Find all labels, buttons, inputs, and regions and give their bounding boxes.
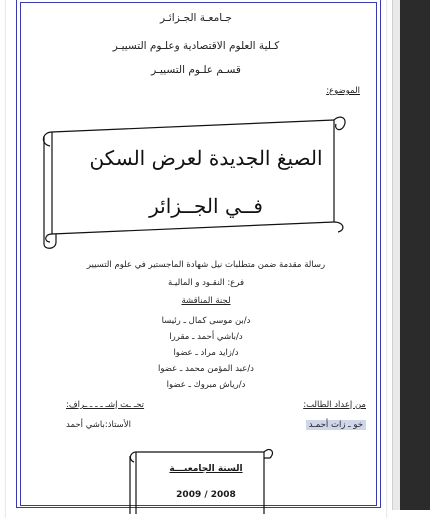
committee-member: د/بن موسى كمال ـ رئيسا xyxy=(161,316,251,326)
department-name: قسـم علـوم التسييـر xyxy=(151,64,241,76)
student-label: من إعداد الطالب: xyxy=(303,400,366,410)
committee-member: د/رياش مبروك ـ عضوا xyxy=(166,380,246,390)
thesis-description: رسالة مقدمة ضمن متطلبات نيل شهادة الماجستير في علوم التسيير xyxy=(86,260,326,270)
committee-member: د/باشي أحمد ـ مقررا xyxy=(169,332,243,342)
student-name-text: خو ـ زات أحمـد xyxy=(306,420,366,430)
faculty-name: كـلية العلوم الاقتصادية وعلـوم التسييـر xyxy=(112,40,280,52)
thesis-title-line1: الصيغ الجديدة لعرض السكن xyxy=(89,146,323,170)
subject-label: الموضوع: xyxy=(326,86,360,96)
academic-year-label: السنة الجامعيـــة xyxy=(169,464,243,474)
committee-member: د/زايد مراد ـ عضوا xyxy=(173,348,239,358)
thesis-title-line2: فــي الجــزائر xyxy=(149,194,263,218)
university-name: جـامعـة الجـزائـر xyxy=(160,12,232,24)
supervisor-label: تحـ ـت إشـ ـ ـ ـ ـراف: xyxy=(66,400,145,410)
scroll-frame-icon xyxy=(126,444,276,514)
thesis-branch: فرع: النقـود و الماليـة xyxy=(167,278,245,288)
student-name xyxy=(306,420,366,430)
scroll-banner-icon xyxy=(34,110,354,250)
side-panel xyxy=(400,0,430,510)
academic-year-value: 2009 / 2008 xyxy=(176,490,236,500)
committee-label: لجنة المناقشة xyxy=(181,296,231,306)
page-border-inner xyxy=(20,2,377,506)
supervisor-name: الأستاذ:باشي أحمد xyxy=(66,420,131,430)
committee-member: د/عبد المؤمن محمد ـ عضوا xyxy=(158,364,254,374)
document-page xyxy=(6,0,386,518)
